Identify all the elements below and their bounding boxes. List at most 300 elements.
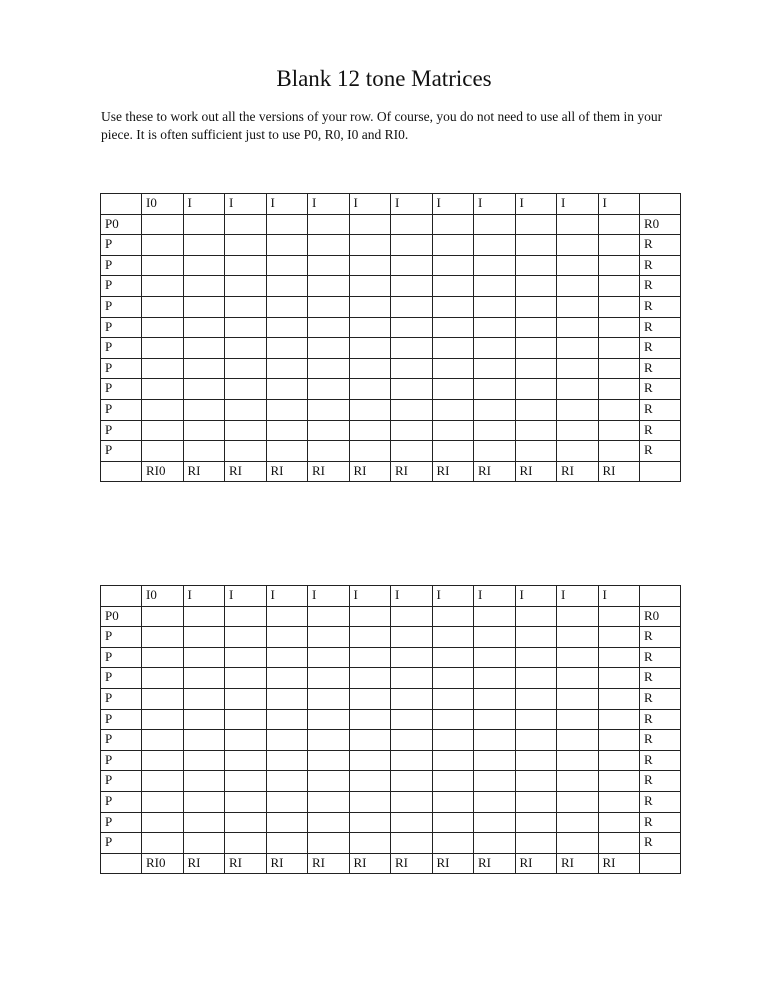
matrix-corner-cell <box>640 194 681 215</box>
matrix-cell <box>349 235 391 256</box>
matrix-cell <box>391 276 433 297</box>
inversion-label: I <box>349 586 391 607</box>
retrograde-inversion-label: RI <box>266 853 308 874</box>
matrix-cell <box>308 647 350 668</box>
matrix-header-row <box>101 194 681 215</box>
prime-label: P <box>101 688 142 709</box>
prime-label: P <box>101 235 142 256</box>
retrograde-inversion-label: RI <box>183 461 225 482</box>
matrix-cell <box>183 379 225 400</box>
retrograde-label: R <box>640 276 681 297</box>
matrix-cell <box>474 627 516 648</box>
matrix-cell <box>474 379 516 400</box>
matrix-cell <box>391 441 433 462</box>
retrograde-inversion-label: RI <box>474 461 516 482</box>
matrix-cell <box>557 606 599 627</box>
matrix-cell <box>474 214 516 235</box>
matrix-cell <box>515 647 557 668</box>
matrix-cell <box>349 276 391 297</box>
matrix-row <box>101 833 681 854</box>
matrix-cell <box>349 750 391 771</box>
matrix-cell <box>598 791 640 812</box>
prime-label: P <box>101 358 142 379</box>
matrix-cell <box>183 441 225 462</box>
matrix-cell <box>515 627 557 648</box>
matrix-cell <box>557 379 599 400</box>
matrix-cell <box>598 812 640 833</box>
retrograde-inversion-label: RI <box>391 853 433 874</box>
matrix-cell <box>308 235 350 256</box>
matrix-header-row <box>101 586 681 607</box>
matrix-cell <box>308 338 350 359</box>
matrix-cell <box>515 441 557 462</box>
retrograde-inversion-label: RI <box>598 461 640 482</box>
matrix-cell <box>225 276 267 297</box>
matrix-cell <box>266 420 308 441</box>
matrix-cell <box>142 358 184 379</box>
matrix-cell <box>474 255 516 276</box>
matrix-cell <box>225 317 267 338</box>
matrix-cell <box>432 647 474 668</box>
matrix-cell <box>598 379 640 400</box>
matrix-cell <box>432 379 474 400</box>
matrix-row <box>101 338 681 359</box>
matrix-cell <box>432 317 474 338</box>
matrix-cell <box>308 255 350 276</box>
matrix-cell <box>474 338 516 359</box>
matrix-cell <box>349 420 391 441</box>
matrix-cell <box>391 358 433 379</box>
matrix-cell <box>142 771 184 792</box>
prime-label: P <box>101 750 142 771</box>
inversion-label: I <box>225 194 267 215</box>
matrix-cell <box>432 338 474 359</box>
prime-label: P <box>101 771 142 792</box>
retrograde-label: R <box>640 647 681 668</box>
retrograde-label: R <box>640 771 681 792</box>
matrix-cell <box>391 668 433 689</box>
matrix-cell <box>142 709 184 730</box>
matrix-cell <box>432 833 474 854</box>
retrograde-inversion-label: RI <box>266 461 308 482</box>
matrix-cell <box>266 255 308 276</box>
matrix-cell <box>225 668 267 689</box>
matrix-cell <box>432 296 474 317</box>
inversion-label: I <box>308 194 350 215</box>
matrix-cell <box>598 338 640 359</box>
retrograde-label: R <box>640 833 681 854</box>
matrix-cell <box>225 441 267 462</box>
matrix-cell <box>598 317 640 338</box>
matrix-cell <box>142 255 184 276</box>
matrix-cell <box>474 399 516 420</box>
retrograde-inversion-label: RI <box>515 461 557 482</box>
matrix-cell <box>142 317 184 338</box>
matrix-row <box>101 771 681 792</box>
matrix-cell <box>349 214 391 235</box>
matrix-cell <box>515 296 557 317</box>
matrix-cell <box>557 750 599 771</box>
matrix-footer-row <box>101 853 681 874</box>
matrix-cell <box>598 771 640 792</box>
matrix-cell <box>598 688 640 709</box>
matrix-cell <box>308 606 350 627</box>
retrograde-inversion-label: RI <box>225 853 267 874</box>
matrix-cell <box>432 606 474 627</box>
matrix-corner-cell <box>640 853 681 874</box>
matrix-cell <box>474 441 516 462</box>
matrix-row <box>101 317 681 338</box>
matrix-cell <box>349 296 391 317</box>
matrix-cell <box>391 399 433 420</box>
matrix-cell <box>557 791 599 812</box>
prime-label: P <box>101 399 142 420</box>
matrix-cell <box>515 235 557 256</box>
matrix-cell <box>432 750 474 771</box>
matrix-row <box>101 730 681 751</box>
matrix-cell <box>142 379 184 400</box>
matrix-cell <box>391 791 433 812</box>
matrix-cell <box>142 420 184 441</box>
matrix-cell <box>432 441 474 462</box>
matrix-corner-cell <box>640 461 681 482</box>
matrix-cell <box>349 730 391 751</box>
matrix-cell <box>266 627 308 648</box>
matrix-cell <box>308 441 350 462</box>
matrix-cell <box>225 812 267 833</box>
prime-label: P <box>101 317 142 338</box>
matrix-cell <box>225 379 267 400</box>
matrix-cell <box>142 276 184 297</box>
matrix-cell <box>515 379 557 400</box>
matrix-cell <box>557 276 599 297</box>
matrix-cell <box>432 688 474 709</box>
matrix-cell <box>308 833 350 854</box>
matrix-cell <box>598 750 640 771</box>
retrograde-label: R <box>640 627 681 648</box>
prime-label: P <box>101 833 142 854</box>
matrix-cell <box>598 399 640 420</box>
matrix-cell <box>515 358 557 379</box>
matrix-cell <box>515 730 557 751</box>
matrix-cell <box>391 214 433 235</box>
matrix-cell <box>515 833 557 854</box>
matrix-cell <box>266 771 308 792</box>
prime-label: P <box>101 338 142 359</box>
matrix-row <box>101 709 681 730</box>
matrix-cell <box>391 606 433 627</box>
prime-label: P <box>101 791 142 812</box>
matrix-cell <box>474 709 516 730</box>
matrix-cell <box>557 771 599 792</box>
retrograde-inversion-label: RI <box>598 853 640 874</box>
retrograde-label: R <box>640 235 681 256</box>
retrograde-inversion-label: RI <box>474 853 516 874</box>
matrix-cell <box>142 441 184 462</box>
matrix-cell <box>557 420 599 441</box>
prime-label: P <box>101 627 142 648</box>
inversion-label: I0 <box>142 194 184 215</box>
inversion-label: I <box>557 586 599 607</box>
matrix-row <box>101 627 681 648</box>
prime-label: P0 <box>101 606 142 627</box>
matrix-cell <box>308 317 350 338</box>
retrograde-label: R0 <box>640 214 681 235</box>
matrix-cell <box>142 833 184 854</box>
inversion-label: I <box>474 194 516 215</box>
matrix-cell <box>266 606 308 627</box>
matrix-cell <box>557 833 599 854</box>
inversion-label: I <box>183 586 225 607</box>
matrix-cell <box>142 668 184 689</box>
matrix-cell <box>183 812 225 833</box>
retrograde-label: R <box>640 791 681 812</box>
matrix-cell <box>557 627 599 648</box>
matrix-cell <box>225 833 267 854</box>
matrix-cell <box>183 647 225 668</box>
matrix-cell <box>391 812 433 833</box>
matrix-cell <box>349 441 391 462</box>
matrix-cell <box>391 379 433 400</box>
matrix-cell <box>557 812 599 833</box>
matrix-cell <box>266 399 308 420</box>
matrix-cell <box>266 358 308 379</box>
matrix-cell <box>432 235 474 256</box>
matrix-cell <box>515 771 557 792</box>
matrix-cell <box>557 688 599 709</box>
matrix-cell <box>598 235 640 256</box>
tone-matrix-1 <box>100 193 681 482</box>
matrix-cell <box>432 627 474 648</box>
matrix-cell <box>266 688 308 709</box>
matrix-cell <box>142 214 184 235</box>
matrix-cell <box>308 688 350 709</box>
matrix-cell <box>515 791 557 812</box>
matrix-cell <box>183 688 225 709</box>
matrix-cell <box>349 647 391 668</box>
matrix-row <box>101 668 681 689</box>
inversion-label: I <box>474 586 516 607</box>
prime-label: P0 <box>101 214 142 235</box>
matrix-cell <box>432 358 474 379</box>
prime-label: P <box>101 709 142 730</box>
matrix-cell <box>474 296 516 317</box>
matrix-row <box>101 255 681 276</box>
matrix-cell <box>474 647 516 668</box>
matrix-cell <box>308 771 350 792</box>
matrix-cell <box>515 812 557 833</box>
matrix-cell <box>308 750 350 771</box>
matrix-row <box>101 276 681 297</box>
retrograde-inversion-label: RI <box>349 461 391 482</box>
matrix-row <box>101 235 681 256</box>
matrix-cell <box>142 627 184 648</box>
matrix-cell <box>308 791 350 812</box>
matrix-cell <box>142 647 184 668</box>
retrograde-label: R <box>640 812 681 833</box>
matrix-cell <box>183 791 225 812</box>
matrix-cell <box>391 235 433 256</box>
matrix-cell <box>266 317 308 338</box>
inversion-label: I <box>391 586 433 607</box>
matrix-cell <box>391 647 433 668</box>
matrix-cell <box>557 399 599 420</box>
matrix-cell <box>515 255 557 276</box>
prime-label: P <box>101 296 142 317</box>
matrix-cell <box>266 791 308 812</box>
matrix-cell <box>474 420 516 441</box>
matrix-cell <box>598 668 640 689</box>
matrix-row <box>101 606 681 627</box>
matrix-cell <box>225 709 267 730</box>
retrograde-label: R <box>640 379 681 400</box>
prime-label: P <box>101 255 142 276</box>
matrix-cell <box>557 730 599 751</box>
matrix-cell <box>432 255 474 276</box>
matrix-cell <box>391 255 433 276</box>
intro-paragraph: Use these to work out all the versions of your row. Of course, you do not need to use all of them in your piece. It is often sufficient just to use P0, R0, I0 and RI0. <box>101 109 663 142</box>
matrix-cell <box>183 214 225 235</box>
retrograde-label: R <box>640 688 681 709</box>
matrix-cell <box>142 296 184 317</box>
matrix-cell <box>183 358 225 379</box>
matrix-corner-cell <box>101 194 142 215</box>
matrix-row <box>101 399 681 420</box>
matrix-cell <box>183 296 225 317</box>
matrix-footer-row <box>101 461 681 482</box>
matrix-cell <box>183 235 225 256</box>
inversion-label: I <box>349 194 391 215</box>
matrix-row <box>101 214 681 235</box>
matrix-cell <box>391 750 433 771</box>
prime-label: P <box>101 668 142 689</box>
matrix-cell <box>183 730 225 751</box>
matrix-cell <box>474 317 516 338</box>
matrix-cell <box>598 214 640 235</box>
matrix-cell <box>142 338 184 359</box>
matrix-cell <box>515 688 557 709</box>
retrograde-label: R <box>640 317 681 338</box>
matrix-cell <box>349 317 391 338</box>
matrix-corner-cell <box>640 586 681 607</box>
matrix-cell <box>391 709 433 730</box>
matrix-row <box>101 688 681 709</box>
retrograde-inversion-label: RI <box>432 461 474 482</box>
matrix-cell <box>515 709 557 730</box>
matrix-cell <box>515 214 557 235</box>
matrix-cell <box>557 338 599 359</box>
retrograde-inversion-label: RI0 <box>142 461 184 482</box>
matrix-row <box>101 358 681 379</box>
matrix-cell <box>142 812 184 833</box>
matrix-row <box>101 647 681 668</box>
retrograde-inversion-label: RI <box>183 853 225 874</box>
matrix-corner-cell <box>101 461 142 482</box>
matrix-cell <box>308 668 350 689</box>
matrix-cell <box>349 833 391 854</box>
matrix-cell <box>225 791 267 812</box>
retrograde-inversion-label: RI0 <box>142 853 184 874</box>
matrix-cell <box>515 606 557 627</box>
retrograde-label: R0 <box>640 606 681 627</box>
matrix-cell <box>183 833 225 854</box>
matrix-cell <box>349 606 391 627</box>
prime-label: P <box>101 420 142 441</box>
matrix-cell <box>183 668 225 689</box>
matrix-cell <box>308 812 350 833</box>
matrix-cell <box>225 647 267 668</box>
retrograde-label: R <box>640 750 681 771</box>
matrix-cell <box>391 730 433 751</box>
retrograde-inversion-label: RI <box>308 461 350 482</box>
matrix-cell <box>183 627 225 648</box>
prime-label: P <box>101 647 142 668</box>
matrix-cell <box>474 812 516 833</box>
matrix-cell <box>432 214 474 235</box>
matrix-cell <box>349 379 391 400</box>
matrix-cell <box>349 255 391 276</box>
matrix-cell <box>225 296 267 317</box>
matrix-cell <box>225 358 267 379</box>
matrix-cell <box>225 750 267 771</box>
matrix-cell <box>142 688 184 709</box>
matrix-cell <box>266 668 308 689</box>
matrix-cell <box>225 730 267 751</box>
matrix-cell <box>225 771 267 792</box>
matrix-cell <box>598 606 640 627</box>
matrix-cell <box>391 317 433 338</box>
matrix-cell <box>266 833 308 854</box>
matrix-cell <box>557 647 599 668</box>
matrix-cell <box>183 399 225 420</box>
matrix-cell <box>183 420 225 441</box>
matrix-cell <box>349 358 391 379</box>
retrograde-label: R <box>640 420 681 441</box>
matrix-cell <box>515 750 557 771</box>
matrix-cell <box>225 255 267 276</box>
matrix-cell <box>598 276 640 297</box>
matrix-cell <box>183 255 225 276</box>
matrix-cell <box>266 441 308 462</box>
matrix-cell <box>349 812 391 833</box>
matrix-cell <box>308 296 350 317</box>
prime-label: P <box>101 441 142 462</box>
retrograde-inversion-label: RI <box>349 853 391 874</box>
matrix-row <box>101 379 681 400</box>
matrix-cell <box>225 606 267 627</box>
matrix-cell <box>432 812 474 833</box>
matrix-cell <box>557 709 599 730</box>
matrix-cell <box>474 235 516 256</box>
matrix-cell <box>308 420 350 441</box>
matrix-cell <box>183 709 225 730</box>
matrix-cell <box>598 358 640 379</box>
matrix-cell <box>598 709 640 730</box>
matrix-cell <box>515 276 557 297</box>
matrix-cell <box>142 730 184 751</box>
retrograde-inversion-label: RI <box>225 461 267 482</box>
matrix-cell <box>142 791 184 812</box>
inversion-label: I0 <box>142 586 184 607</box>
matrix-cell <box>432 399 474 420</box>
matrix-cell <box>391 338 433 359</box>
prime-label: P <box>101 812 142 833</box>
retrograde-label: R <box>640 399 681 420</box>
matrix-cell <box>349 338 391 359</box>
prime-label: P <box>101 379 142 400</box>
matrix-cell <box>225 235 267 256</box>
matrix-cell <box>391 296 433 317</box>
